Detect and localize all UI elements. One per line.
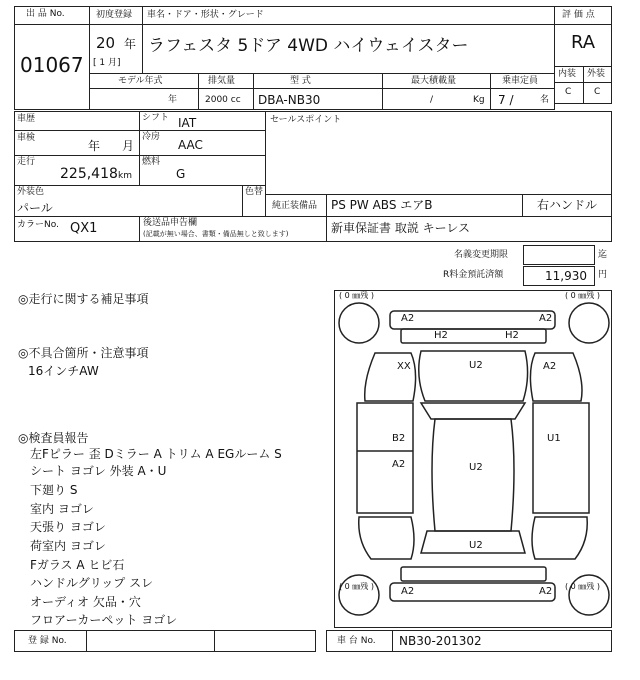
report-line: フロアーカーペット ヨゴレ <box>30 613 178 627</box>
grade-label: 評 価 点 <box>562 10 595 20</box>
report-line: 天張り ヨゴレ <box>30 520 106 534</box>
docs-label: 後送品申告欄 <box>143 218 198 228</box>
docs-items: 新車保証書 取説 キーレス <box>331 221 471 235</box>
report-line: ハンドルグリップ スレ <box>30 576 154 590</box>
sales-label: セールスポイント <box>270 115 342 125</box>
name-change-box <box>523 245 595 265</box>
report-line: 左Fピラー 歪 Dミラー A トリム A EGルーム S <box>30 447 282 461</box>
report-line: シート ヨゴレ 外装 A・U <box>30 464 167 478</box>
lot-number: 01067 <box>20 53 84 77</box>
defects-label: ◎不具合箇所・注意事項 <box>18 346 149 360</box>
inspection-label: 車検 <box>17 133 36 143</box>
tire-tread-bottom-left: ( 0 ㎜残 ) <box>339 582 374 591</box>
exterior-grade: C <box>594 87 601 97</box>
damage-right-door: U1 <box>547 433 561 444</box>
chassis-label: 車 台 No. <box>337 636 376 646</box>
model-year-label: モデル年式 <box>118 76 163 86</box>
damage-left-door-rear: A2 <box>392 459 406 470</box>
recolor-label: 色替 <box>245 187 264 197</box>
color-no-value: QX1 <box>70 221 98 236</box>
color-no-label: カラーNo. <box>17 220 59 230</box>
inspector-label: ◎検査員報告 <box>18 431 89 445</box>
inspection-year: 年 <box>88 139 101 153</box>
exterior-color-value: パール <box>17 201 53 215</box>
report-line: Fガラス A ヒビ石 <box>30 558 125 572</box>
name-change-label: 名義変更期限 <box>454 250 509 260</box>
reg-label: 初度登録 <box>96 10 133 20</box>
driving-notes-label: ◎走行に関する補足事項 <box>18 292 149 306</box>
lot-label: 出 品 No. <box>26 9 65 19</box>
mileage-value: 225,418 <box>60 166 118 182</box>
capacity-label: 乗車定員 <box>502 76 539 86</box>
defect-item: 16インチAW <box>28 364 99 378</box>
displacement-value: 2000 cc <box>205 95 241 105</box>
damage-left-door-front: B2 <box>392 433 406 444</box>
report-line: 下廻り S <box>30 483 78 497</box>
name-change-unit: 迄 <box>598 250 608 260</box>
damage-roof: U2 <box>469 462 483 473</box>
report-line: 室内 ヨゴレ <box>30 502 94 516</box>
recycle-unit: 円 <box>598 270 608 280</box>
recycle-amount: 11,930 <box>545 269 587 283</box>
mileage-label: 走行 <box>17 157 36 167</box>
damage-hood: U2 <box>469 360 483 371</box>
displacement-label: 排気量 <box>208 76 236 86</box>
report-line: オーディオ 欠品・穴 <box>30 595 141 609</box>
load-slash: / <box>430 95 434 105</box>
shift-value: IAT <box>178 116 197 130</box>
damage-rear-gate: U2 <box>469 540 483 551</box>
fuel-label: 燃料 <box>142 157 161 167</box>
ac-value: AAC <box>178 138 203 152</box>
reg-no-label: 登 録 No. <box>28 636 67 646</box>
equipment-label: 純正装備品 <box>272 201 318 211</box>
exterior-label: 外装 <box>587 69 606 79</box>
mileage-unit: km <box>118 171 132 181</box>
ac-label: 冷房 <box>142 132 161 142</box>
details-box <box>14 111 266 186</box>
shift-label: シフト <box>142 113 170 123</box>
capacity-value: 7 / <box>498 93 514 107</box>
damage-rear-bumper-right: A2 <box>539 586 553 597</box>
max-load-label: 最大積載量 <box>411 76 457 86</box>
interior-label: 内装 <box>558 69 577 79</box>
chassis-number: NB30-201302 <box>399 634 482 648</box>
damage-front-bumper-left: A2 <box>401 313 415 324</box>
model-year-unit: 年 <box>168 95 178 105</box>
year-number: 20 <box>96 34 116 52</box>
type-label: 型 式 <box>290 76 311 86</box>
handle-value: 右ハンドル <box>537 198 598 212</box>
docs-note: (記載が無い場合、書類・備品無しと致します) <box>143 230 289 238</box>
report-line: 荷室内 ヨゴレ <box>30 539 106 553</box>
damage-grille-right: H2 <box>505 330 519 341</box>
car-name: ラフェスタ 5ドア 4WD ハイウェイスター <box>148 36 469 56</box>
interior-grade: C <box>565 87 572 97</box>
tire-tread-top-left: ( 0 ㎜残 ) <box>339 291 374 300</box>
damage-front-bumper-right: A2 <box>539 313 553 324</box>
equipment-value: PS PW ABS エアB <box>331 198 433 212</box>
exterior-color-label: 外装色 <box>17 187 45 197</box>
damage-grille-left: H2 <box>434 330 448 341</box>
inspection-month: 月 <box>122 139 135 153</box>
capacity-unit: 名 <box>540 95 550 105</box>
month-text: [ 1 月] <box>93 58 121 68</box>
type-code: DBA-NB30 <box>258 93 321 107</box>
history-label: 車歴 <box>17 114 36 124</box>
recycle-label: R料金預託済額 <box>443 270 504 280</box>
tire-tread-bottom-right: ( 0 ㎜残 ) <box>565 582 600 591</box>
damage-rear-bumper-left: A2 <box>401 586 415 597</box>
color-no-box <box>14 216 612 242</box>
name-label: 車名・ドア・形状・グレード <box>147 10 264 20</box>
grade-value: RA <box>571 32 596 53</box>
damage-right-fender: A2 <box>543 361 557 372</box>
car-diagram-frame <box>334 290 612 628</box>
car-outline-drawing <box>335 291 611 627</box>
tire-tread-top-right: ( 0 ㎜残 ) <box>565 291 600 300</box>
damage-left-fender: XX <box>397 361 411 372</box>
fuel-value: G <box>176 167 186 181</box>
year-unit: 年 <box>124 37 137 51</box>
load-unit: Kg <box>473 95 485 105</box>
